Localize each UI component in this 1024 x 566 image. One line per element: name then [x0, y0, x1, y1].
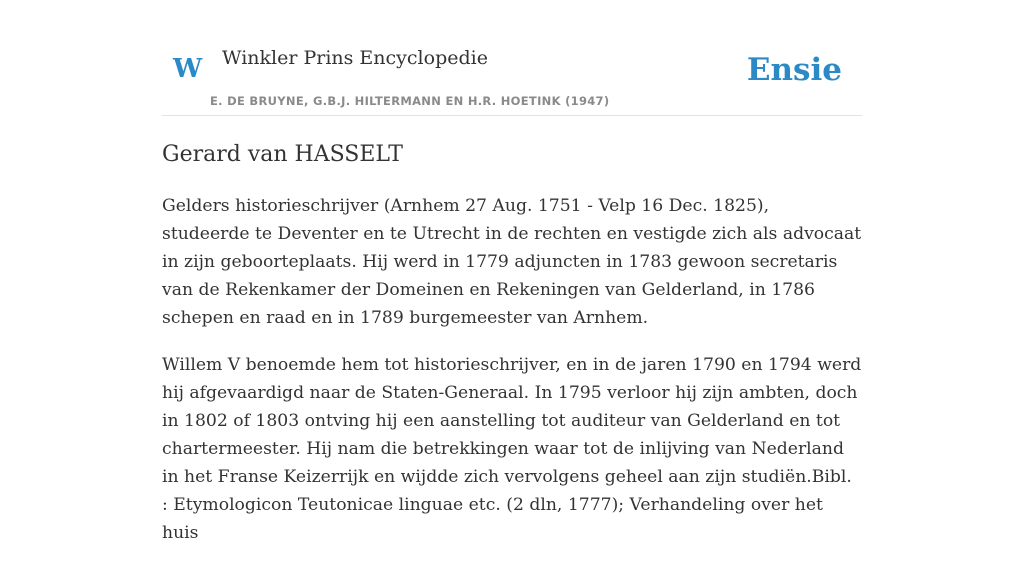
header	[162, 40, 862, 116]
publication-logo-icon[interactable]: W	[173, 54, 203, 84]
article-title: Gerard van HASSELT	[162, 142, 403, 167]
brand-logo[interactable]: Ensie	[746, 52, 842, 88]
article-paragraph: Willem V benoemde hem tot historieschrijver, en in de jaren 1790 en 1794 werd hij afgevaardigd naar de Staten-Generaal. In 1795 verloor hij zijn ambten, doch in 1802 of 1803 ontving hij een aanstelling tot auditeur van Gelderland en tot chartermeester. Hij nam die betrekkingen waar tot de inlijving van Nederland in het Franse Keizerrijk en wijdde zich vervolgens geheel aan zijn studiën.Bibl. : Etymologicon Teutonicae linguae etc. (2 dln, 1777); Verhandeling over het huis	[162, 355, 862, 543]
article-paragraph: Gelders historieschrijver (Arnhem 27 Aug. 1751 - Velp 16 Dec. 1825), studeerde te Deventer en te Utrecht in de rechten en vestigde zich als advocaat in zijn geboorteplaats. Hij werd in 1779 adjuncten in 1783 gewoon secretaris van de Rekenkamer der Domeinen en Rekeningen van Gelderland, in 1786 schepen en raad en in 1789 burgemeester van Arnhem.	[162, 196, 862, 328]
article-body	[162, 192, 862, 566]
publication-authors: E. DE BRUYNE, G.B.J. HILTERMANN EN H.R. HOETINK (1947)	[210, 94, 610, 108]
publication-title[interactable]: Winkler Prins Encyclopedie	[222, 47, 488, 69]
